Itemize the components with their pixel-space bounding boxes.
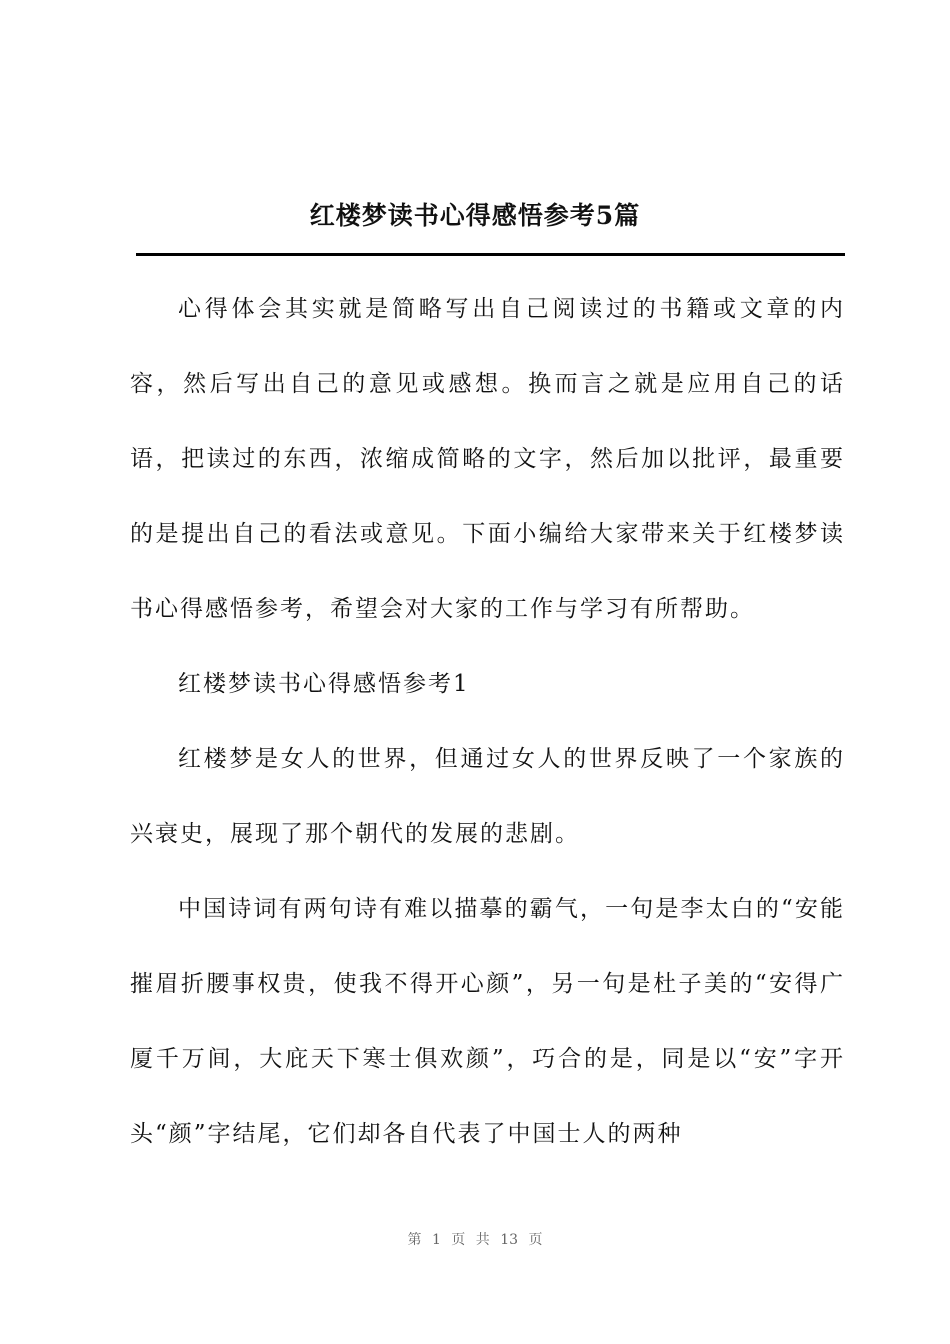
body-paragraph: 中国诗词有两句诗有难以描摹的霸气，一句是李太白的“安能摧眉折腰事权贵，使我不得开心颜”，另一句是杜子美的“安得广厦千万间，大庇天下寒士俱欢颜”，巧合的是，同是以“安”字开头“颜”字结尾，它们却各自代表了中国士人的两种 [130, 896, 845, 1147]
section-heading: 红楼梦读书心得感悟参考1 [178, 671, 470, 697]
intro-paragraph: 心得体会其实就是简略写出自己阅读过的书籍或文章的内容，然后写出自己的意见或感想。换而言之就是应用自己的话语，把读过的东西，浓缩成简略的文字，然后加以批评，最重要的是提出自己的看法或意见。下面小编给大家带来关于红楼梦读书心得感悟参考，希望会对大家的工作与学习有所帮助。 [130, 296, 845, 622]
body-paragraph: 红楼梦是女人的世界，但通过女人的世界反映了一个家族的兴衰史，展现了那个朝代的发展的悲剧。 [130, 746, 845, 847]
document-body [130, 272, 845, 1172]
document-title: 红楼梦读书心得感悟参考5篇 [309, 201, 641, 230]
title-divider [136, 253, 845, 256]
page-footer: 第 1 页 共 13 页 [407, 1232, 543, 1248]
